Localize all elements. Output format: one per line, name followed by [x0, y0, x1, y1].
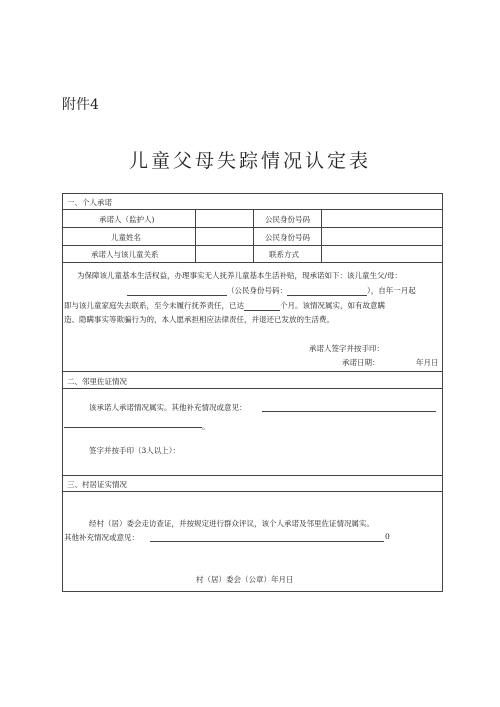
attachment-label: 附件4: [62, 97, 99, 113]
row-label-contact: 联系方式: [269, 250, 299, 259]
blank-line: [287, 287, 367, 296]
pledge-line-3a: 即与该儿童家庭失去联系，至今未履行抚养责任，已达: [64, 301, 244, 310]
row-label-id-1: 公民身份号码: [265, 215, 310, 224]
divider: [63, 388, 442, 389]
neighbor-statement: 该承诺人承诺情况属实。其他补充情况或意见：: [89, 403, 247, 412]
blank-line: [127, 287, 227, 296]
form-table: [62, 193, 443, 592]
page-title: 儿童父母失踪情况认定表: [128, 150, 371, 172]
pledge-line-1: 为保障该儿童基本生活权益，办理事实无人抚养儿童基本生活补贴，现承诺如下：该儿童生父/母：: [77, 271, 403, 280]
village-line-end: 0: [385, 532, 390, 541]
divider: [63, 491, 442, 492]
section2-heading: 二、邻里佐证情况: [67, 377, 127, 386]
village-opinion-label: 其他补充情况或意见：: [64, 533, 139, 542]
row-label-child-name: 儿童姓名: [111, 233, 141, 242]
divider: [321, 209, 322, 262]
pledge-date-suffix: 年月日: [416, 358, 439, 367]
divider: [63, 227, 442, 228]
section3-heading: 三、村居证实情况: [67, 480, 127, 489]
divider: [63, 245, 442, 246]
pledge-line-2: [127, 285, 416, 296]
row-label-guardian: 承诺人（监护人): [99, 215, 155, 224]
neighbor-line-end: 。: [202, 422, 210, 431]
divider: [195, 209, 196, 262]
pledge-id-label: （公民身份号码：: [227, 286, 287, 295]
village-opinion-line: [150, 533, 384, 542]
village-seal-label: 村（居）委会（公章）年月日: [196, 575, 294, 584]
divider: [63, 371, 442, 372]
pledge-line-3b: 个月。该情况属实，如有故意瞒: [280, 301, 385, 310]
neighbor-opinion-line: [262, 403, 436, 412]
divider: [253, 209, 254, 262]
neighbor-signature-label: 签字并按手印（3人以上）：: [89, 446, 181, 455]
section1-heading: 一、个人承诺: [67, 198, 112, 207]
blank-line: [244, 302, 280, 311]
pledge-date-label: ），自年一月起: [367, 286, 416, 295]
row-label-relation: 承诺人与该儿童关系: [91, 250, 159, 259]
divider: [63, 475, 442, 476]
row-label-id-2: 公民身份号码: [265, 233, 310, 242]
pledge-line-4: 造、隐瞒事实等欺骗行为的，本人愿承担相应法律责任，并退还已发放的生活费。: [64, 315, 334, 324]
signature-label: 承诺人签字并按手印：: [309, 344, 384, 353]
neighbor-opinion-line-2: [64, 419, 202, 428]
pledge-line-3: [64, 300, 385, 311]
divider: [63, 262, 442, 263]
village-statement: 经村（居）委会走访查证，并按规定进行群众评议，该个人承诺及邻里佐证情况属实。: [89, 519, 374, 528]
pledge-date-field-label: 承诺日期：: [342, 358, 380, 367]
